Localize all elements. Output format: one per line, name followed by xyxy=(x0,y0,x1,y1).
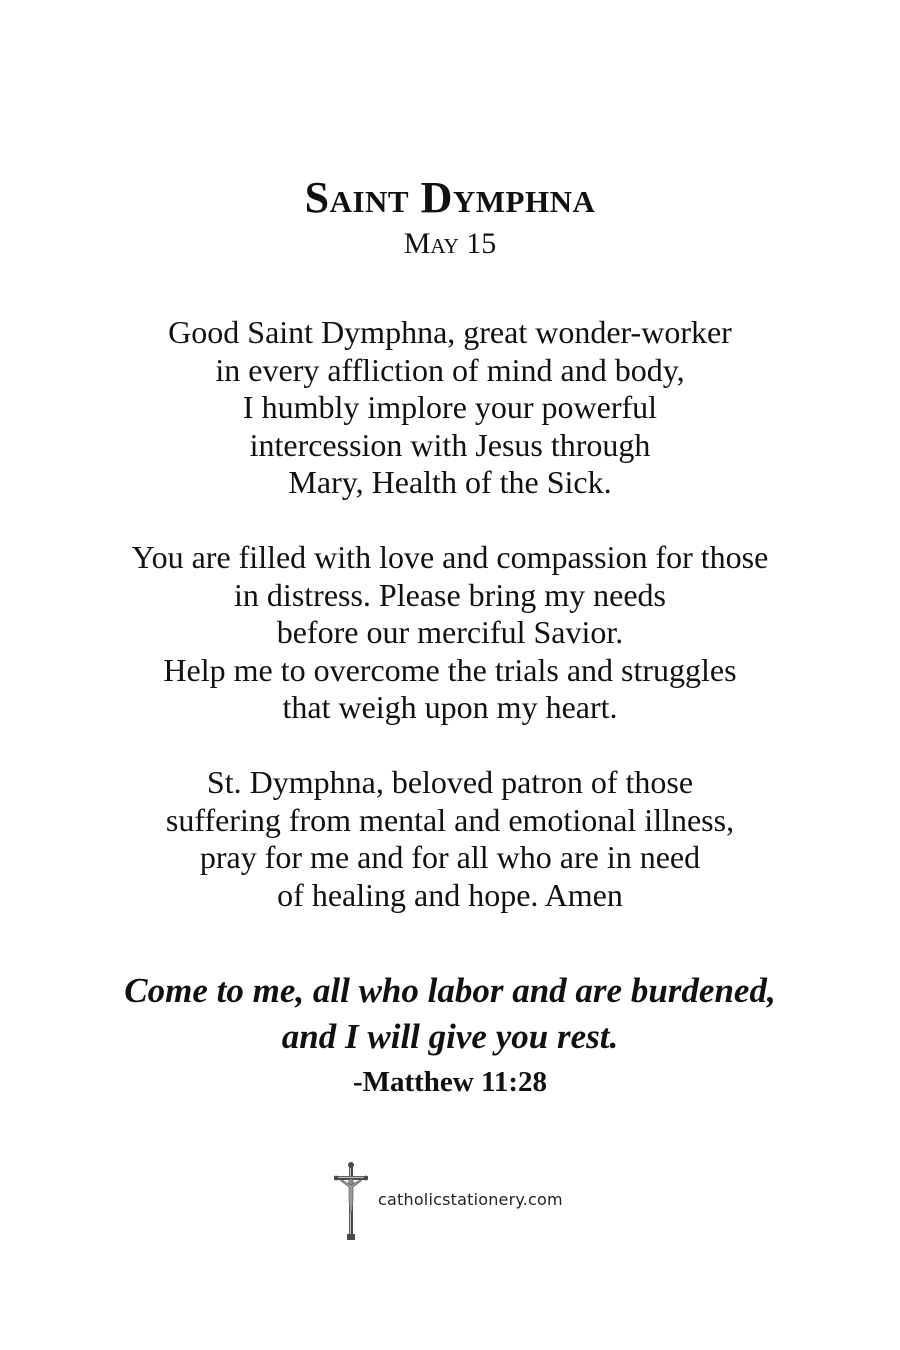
prayer-stanza-1 xyxy=(0,314,900,502)
prayer-line: intercession with Jesus through xyxy=(249,426,651,463)
page-title: Saint Dymphna xyxy=(304,173,596,222)
scripture-line: Come to me, all who labor and are burdened, xyxy=(124,971,776,1010)
crucifix-icon xyxy=(334,1160,368,1242)
prayer-line: that weigh upon my heart. xyxy=(282,689,618,725)
prayer-line: Mary, Health of the Sick. xyxy=(288,464,612,500)
prayer-line: I humbly implore your powerful xyxy=(242,389,658,425)
prayer-line: of healing and hope. Amen xyxy=(277,876,623,913)
prayer-line: suffering from mental and emotional illness, xyxy=(165,801,735,838)
prayer-line: Help me to overcome the trials and struggles xyxy=(163,651,737,688)
footer xyxy=(334,1160,563,1242)
prayer-line: You are filled with love and compassion for those xyxy=(131,539,769,575)
prayer-line: before our merciful Savior. xyxy=(276,614,624,650)
scripture-quote xyxy=(0,968,900,1060)
prayer-stanza-2 xyxy=(0,539,900,727)
prayer-line: in every affliction of mind and body, xyxy=(215,351,685,388)
website-text: catholicstationery.com xyxy=(378,1189,563,1209)
prayer-line: in distress. Please bring my needs xyxy=(234,576,666,613)
feast-date: May 15 xyxy=(403,227,497,260)
prayer-stanza-3 xyxy=(0,764,900,914)
prayer-line: pray for me and for all who are in need xyxy=(199,839,701,875)
scripture-line: and I will give you rest. xyxy=(281,1017,619,1056)
prayer-line: Good Saint Dymphna, great wonder-worker xyxy=(168,314,732,350)
prayer-line: St. Dymphna, beloved patron of those xyxy=(206,764,694,800)
scripture-citation: -Matthew 11:28 xyxy=(352,1066,548,1098)
